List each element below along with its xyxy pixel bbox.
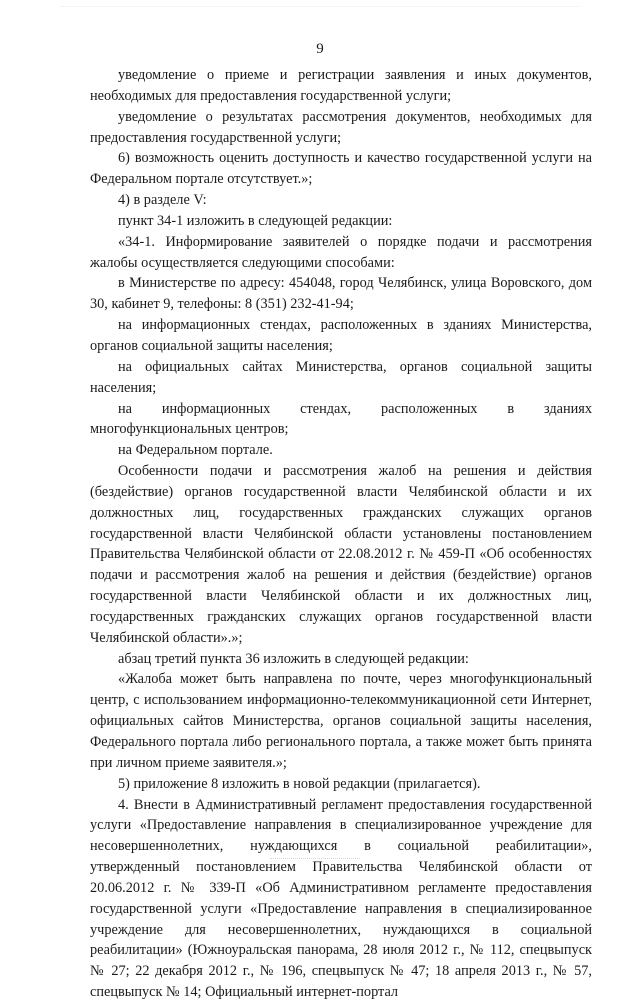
- paragraph: «Жалоба может быть направлена по почте, через многофункциональный центр, с использованием информационно-телекоммуникационной сети Интернет, официальных сайтов Министерства, органов социальной защиты населения, Федерального портала либо регионального портала, а также может быть принята при личном приеме заявителя.»;: [90, 671, 592, 771]
- paragraph: Особенности подачи и рассмотрения жалоб на решения и действия (бездействие) органов государственной власти Челябинской области и их должностных лиц, государственных гражданских служащих органов государственной власти Челябинской области установлены постановлением Правительства Челябинской области от 22.08.2012 г. № 459-П «Об особенностях подачи и рассмотрения жалоб на решения и действия (бездействие) органов государственной власти Челябинской области и их должностных лиц, государственных гражданских служащих органов государственной власти Челябинской области».»;: [90, 463, 592, 646]
- paragraph: 4) в разделе V:: [118, 192, 207, 209]
- paragraph: на официальных сайтах Министерства, органов социальной защиты населения;: [90, 358, 592, 396]
- paragraph: 5) приложение 8 изложить в новой редакции (прилагается).: [118, 775, 481, 792]
- paragraph: на Федеральном портале.: [118, 442, 273, 459]
- paragraph: «34-1. Информирование заявителей о порядке подачи и рассмотрения жалобы осуществляется следующими способами:: [90, 233, 592, 271]
- paragraph: 6) возможность оценить доступность и качество государственной услуги на Федеральном портале отсутствует.»;: [90, 150, 592, 188]
- scan-artifact: [60, 6, 580, 9]
- paragraph: уведомление о результатах рассмотрения документов, необходимых для предоставления государственной услуги;: [90, 108, 592, 146]
- scan-artifact: [270, 858, 360, 863]
- page-number: 9: [316, 41, 324, 57]
- paragraph: в Министерстве по адресу: 454048, город Челябинск, улица Воровского, дом 30, кабинет 9, телефоны: 8 (351) 232-41-94;: [90, 275, 592, 313]
- paragraph: пункт 34-1 изложить в следующей редакции:: [118, 212, 393, 229]
- paragraph: абзац третий пункта 36 изложить в следующей редакции:: [118, 650, 469, 667]
- paragraph: на информационных стендах, расположенных в зданиях многофункциональных центров;: [90, 400, 592, 438]
- paragraph: уведомление о приеме и регистрации заявления и иных документов, необходимых для предоставления государственной услуги;: [90, 67, 592, 104]
- paragraph: 4. Внести в Административный регламент предоставления государственной услуги «Предоставление направления в специализированное учреждение для несовершеннолетних, нуждающихся в социальной реабилитации», утвержденный постановлением Правительства Челябинской области от 20.06.2012 г. № 339-П «Об Административном регламенте предоставления государственной услуги «Предоставление направления в специализированное учреждение для несовершеннолетних, нуждающихся в социальной реабилитации» (Южноуральская панорама, 28 июля 2012 г., № 112, спецвыпуск № 27; 22 декабря 2012 г., № 196, спецвыпуск № 47; 18 апреля 2013 г., № 57, спецвыпуск № 14; Официальный интернет-портал: [90, 796, 592, 1001]
- paragraph: на информационных стендах, расположенных в зданиях Министерства, органов социальной защиты населения;: [90, 317, 592, 354]
